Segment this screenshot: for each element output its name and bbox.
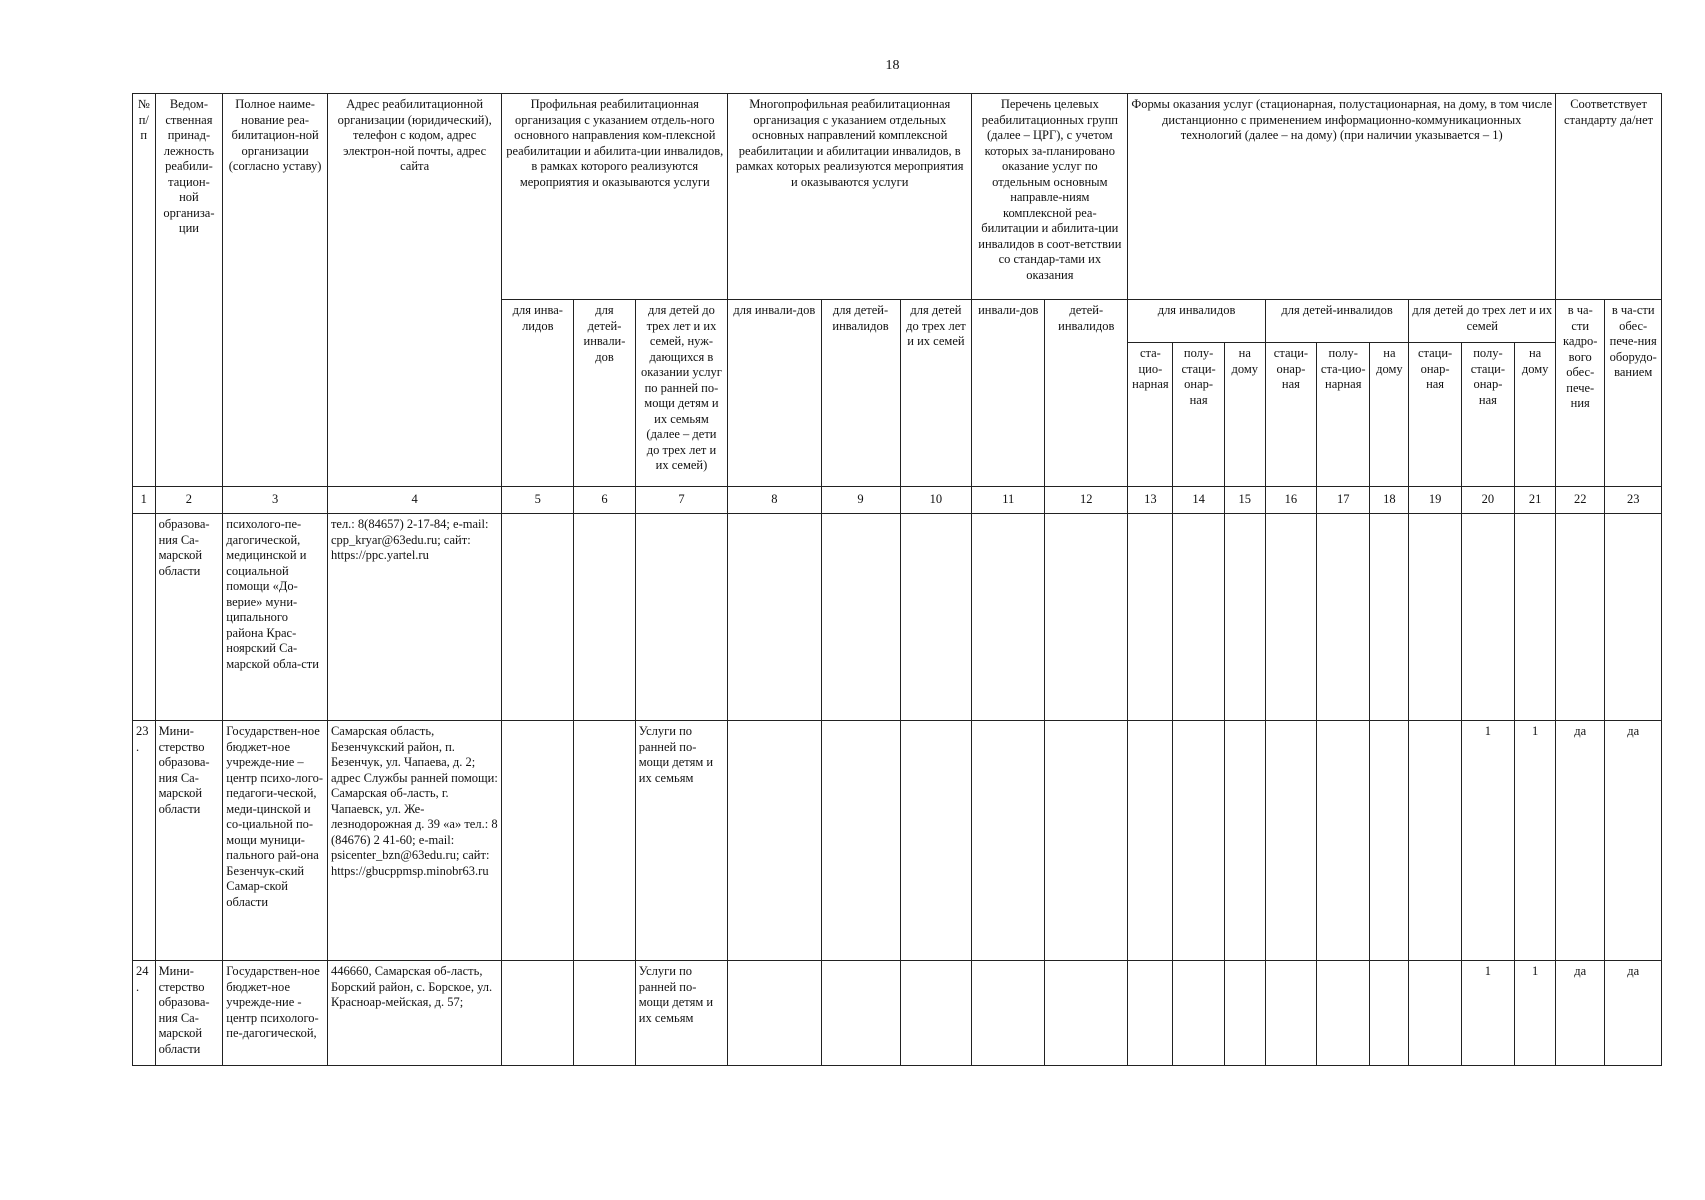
row-early-help-services: Услуги по ранней по-мощи детям и их семьям: [635, 721, 727, 961]
header-group-disabled-children: для детей-инвалидов: [1265, 300, 1409, 343]
column-number: 13: [1128, 487, 1173, 514]
header-c19: стаци-онар-ная: [1409, 343, 1461, 487]
header-c6: для детей-инвали-дов: [574, 300, 636, 487]
column-number: 11: [972, 487, 1045, 514]
table-row: [133, 721, 1662, 961]
row-full-name: Государствен-ное бюджет-ное учрежде-ние – центр психо-лого-педагоги-ческой, меди-цинской и со-циальной по-мощи муници-пального рай-она Безенчук-ский Самар-ской области: [223, 721, 328, 961]
row-department: Мини-стерство образова-ния Са-марской области: [155, 961, 223, 1066]
column-number: 8: [728, 487, 821, 514]
row-equipment-compliance: да: [1605, 721, 1662, 961]
header-c22: в ча-сти кадро-вого обес-пече-ния: [1556, 300, 1605, 487]
row-address: Самарская область, Безенчукский район, п. Безенчук, ул. Чапаева, д. 2; адрес Службы ранней помощи: Самарская об-ласть, г. Чапаевск, ул. Же-лезнодорожная д. 39 «а» тел.: 8 (84676) 2 41-60; e-mail: psicenter_bzn@63edu.ru; сайт: https://gbucppmsp.minobr63.ru: [327, 721, 501, 961]
column-number: 10: [900, 487, 972, 514]
row-home-flag: 1: [1515, 721, 1556, 961]
header-c23: в ча-сти обес-пече-ния оборудо-ванием: [1605, 300, 1662, 487]
column-number: 18: [1370, 487, 1409, 514]
column-number: 15: [1224, 487, 1265, 514]
services-table-sheet: [132, 93, 1662, 1066]
column-number: 6: [574, 487, 636, 514]
header-c14: полу-стаци-онар-ная: [1173, 343, 1224, 487]
column-number-row: [133, 487, 1662, 514]
header-profile-organization: Профильная реабилитационная организация с указанием отдель-ного основного направления ком-плексной реабилитации и абилита-ции инвалидов, в рамках которого реализуются мероприятия и оказываются услуги: [502, 94, 728, 300]
row-department: образова-ния Са-марской области: [155, 514, 223, 721]
header-c11: инвали-дов: [972, 300, 1045, 487]
header-c17: полу-ста-цио-нарная: [1317, 343, 1370, 487]
row-department: Мини-стерство образова-ния Са-марской области: [155, 721, 223, 961]
row-full-name: Государствен-ное бюджет-ное учрежде-ние - центр психолого-пе-дагогической,: [223, 961, 328, 1066]
header-c9: для детей-инвалидов: [821, 300, 900, 487]
row-semi-stationary-flag: 1: [1461, 961, 1514, 1066]
header-full-name: Полное наиме-нование реа-билитацион-ной организации (согласно уставу): [223, 94, 328, 487]
column-number: 17: [1317, 487, 1370, 514]
row-semi-stationary-flag: [1461, 514, 1514, 721]
row-home-flag: 1: [1515, 961, 1556, 1066]
header-c5: для инва-лидов: [502, 300, 574, 487]
column-number: 7: [635, 487, 727, 514]
header-c8: для инвали-дов: [728, 300, 821, 487]
row-number: 24.: [133, 961, 156, 1066]
row-equipment-compliance: да: [1605, 961, 1662, 1066]
row-early-help-services: [635, 514, 727, 721]
header-c15: на дому: [1224, 343, 1265, 487]
page-number: 18: [885, 58, 900, 73]
column-number: 2: [155, 487, 223, 514]
row-number: 23.: [133, 721, 156, 961]
row-address: 446660, Самарская об-ласть, Борский район, с. Борское, ул. Красноар-мейская, д. 57;: [327, 961, 501, 1066]
header-c20: полу-стаци-онар-ная: [1461, 343, 1514, 487]
column-number: 19: [1409, 487, 1461, 514]
row-equipment-compliance: [1605, 514, 1662, 721]
column-number: 3: [223, 487, 328, 514]
column-number: 23: [1605, 487, 1662, 514]
column-number: 1: [133, 487, 156, 514]
column-number: 21: [1515, 487, 1556, 514]
row-home-flag: [1515, 514, 1556, 721]
row-staffing-compliance: да: [1556, 721, 1605, 961]
row-early-help-services: Услуги по ранней по-мощи детям и их семьям: [635, 961, 727, 1066]
column-number: 22: [1556, 487, 1605, 514]
row-full-name: психолого-пе-дагогической, медицинской и социальной помощи «До-верие» муни-ципального района Крас-ноярский Са-марской обла-сти: [223, 514, 328, 721]
header-c12: детей-инвалидов: [1045, 300, 1128, 487]
row-address: тел.: 8(84657) 2-17-84; e-mail: cpp_kryar@63edu.ru; сайт: https://ppc.yartel.ru: [327, 514, 501, 721]
header-number: № п/п: [133, 94, 156, 487]
header-department: Ведом-ственная принад-лежность реабили-тацион-ной организа-ции: [155, 94, 223, 487]
header-c21: на дому: [1515, 343, 1556, 487]
column-number: 4: [327, 487, 501, 514]
header-service-forms: Формы оказания услуг (стационарная, полустационарная, на дому, в том числе дистанционно с применением информационно-коммуникационных технологий (далее – на дому) (при наличии указывается – 1): [1128, 94, 1556, 300]
header-c7: для детей до трех лет и их семей, нуж-дающихся в оказании услуг по ранней по-мощи детям и их семьям (далее – дети до трех лет и их семей): [635, 300, 727, 487]
table-row: [133, 514, 1662, 721]
column-number: 12: [1045, 487, 1128, 514]
header-group-disabled: для инвалидов: [1128, 300, 1265, 343]
column-number: 5: [502, 487, 574, 514]
rehab-organizations-table: [132, 93, 1662, 1066]
header-address: Адрес реабилитационной организации (юридический), телефон с кодом, адрес электрон-ной почты, адрес сайта: [327, 94, 501, 487]
column-number: 14: [1173, 487, 1224, 514]
header-c16: стаци-онар-ная: [1265, 343, 1316, 487]
row-number: [133, 514, 156, 721]
row-semi-stationary-flag: 1: [1461, 721, 1514, 961]
column-number: 9: [821, 487, 900, 514]
row-staffing-compliance: [1556, 514, 1605, 721]
header-c18: на дому: [1370, 343, 1409, 487]
header-c13: ста-цио-нарная: [1128, 343, 1173, 487]
header-standard-compliance: Соответствует стандарту да/нет: [1556, 94, 1662, 300]
header-multiprofile-organization: Многопрофильная реабилитационная организация с указанием отдельных основных направлений комплексной реабилитации и абилитации инвалидов, в рамках которых реализуются мероприятия и оказываются услуги: [728, 94, 972, 300]
header-group-under-three: для детей до трех лет и их семей: [1409, 300, 1556, 343]
header-c10: для детей до трех лет и их семей: [900, 300, 972, 487]
header-target-groups: Перечень целевых реабилитационных групп (далее – ЦРГ), с учетом которых за-планировано оказание услуг по отдельным основным направле-ниям комплексной реа-билитации и абилита-ции инвалидов в соот-ветствии со стандар-тами их оказания: [972, 94, 1128, 300]
table-row: [133, 961, 1662, 1066]
column-number: 16: [1265, 487, 1316, 514]
column-number: 20: [1461, 487, 1514, 514]
row-staffing-compliance: да: [1556, 961, 1605, 1066]
